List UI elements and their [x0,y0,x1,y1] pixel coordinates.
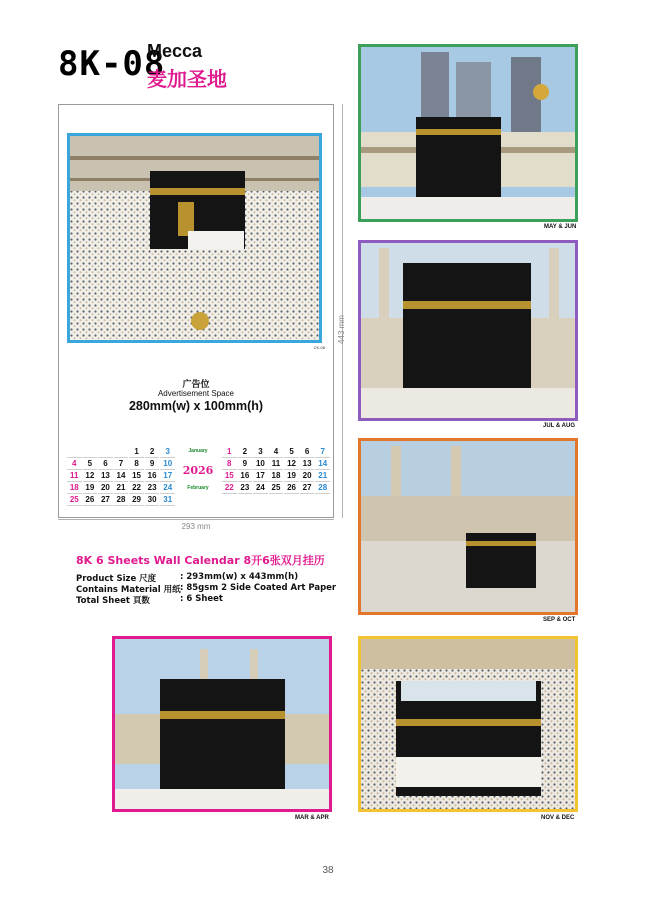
calendar-day: 2 [145,447,160,458]
calendar-day: 27 [98,495,113,506]
month-label-1: January [188,448,208,454]
calendar-day: 20 [98,483,113,494]
calendar-day: 12 [284,459,299,470]
width-dimension-label: 293 mm [181,522,211,531]
main-kaaba-photo [67,133,322,343]
calendar-day: 24 [253,483,268,494]
calendar-day: 9 [145,459,160,470]
calendar-day: 21 [114,483,129,494]
calendar-day: 12 [83,471,98,482]
calendar-day: 1 [129,447,144,458]
height-dimension-label: 443 mm [336,315,346,344]
calendar-day: 24 [160,483,175,494]
calendar-day: 19 [83,483,98,494]
calendar-day: 23 [145,483,160,494]
calendar-day: 10 [160,459,175,470]
calendar-day: 3 [160,447,175,458]
calendar-day: 15 [222,471,237,482]
calendar-day: 5 [83,459,98,470]
calendar-day: 14 [114,471,129,482]
month-label-jul-aug: JUL & AUG [543,423,576,429]
calendar-day: 9 [238,459,253,470]
calendar-day: 15 [129,471,144,482]
ad-space-size: 280mm(w) x 100mm(h) [128,399,264,413]
calendar-day: 1 [222,447,237,458]
calendar-day: 4 [67,459,82,470]
calendar-day: 21 [315,471,330,482]
calendar-day: 26 [284,483,299,494]
calendar-day: 11 [67,471,82,482]
photo-jul-aug [358,240,578,421]
calendar-day: 10 [253,459,268,470]
spec-value: : 85gsm 2 Side Coated Art Paper [180,583,337,593]
page-number: 38 [322,865,334,876]
calendar-grid-february [222,447,330,494]
calendar-day: 2 [238,447,253,458]
calendar-empty-cell [114,447,129,458]
calendar-day: 25 [269,483,284,494]
month-label-2: February [187,485,209,491]
product-code: 8K-08 [58,44,166,84]
month-label-mar-apr: MAR & APR [295,815,329,821]
calendar-day: 26 [83,495,98,506]
month-label-sep-oct: SEP & OCT [543,617,576,623]
calendar-empty-cell [83,447,98,458]
calendar-day: 23 [238,483,253,494]
spec-value: : 293mm(w) x 443mm(h) [180,572,299,582]
product-title-en: Mecca [147,41,203,61]
calendar-day: 19 [284,471,299,482]
ad-space-en: Advertisement Space [157,389,235,398]
calendar-day: 18 [269,471,284,482]
spec-value: : 6 Sheet [180,594,223,604]
calendar-day: 8 [129,459,144,470]
spec-row-sheets [76,594,223,606]
calendar-sheet-preview [58,104,334,518]
calendar-day: 5 [284,447,299,458]
calendar-center-panel [176,448,220,491]
calendar-day: 30 [145,495,160,506]
spec-title: 8K 6 Sheets Wall Calendar 8开6张双月挂历 [76,554,325,567]
month-label-may-jun: MAY & JUN [544,224,577,230]
calendar-day: 20 [300,471,315,482]
month-label-nov-dec: NOV & DEC [541,815,575,821]
spec-label: Contains Material 用纸 [76,585,181,595]
calendar-day: 14 [315,459,330,470]
calendar-grid-january [67,447,175,506]
height-dimension-line [342,104,343,518]
spec-label: Product Size 尺度 [76,574,157,584]
calendar-day: 27 [300,483,315,494]
spec-label: Total Sheet 頁数 [76,596,150,606]
calendar-empty-cell [67,447,82,458]
calendar-year: 2026 [182,464,214,477]
calendar-day: 3 [253,447,268,458]
calendar-day: 29 [129,495,144,506]
calendar-day: 31 [160,495,175,506]
photo-sep-oct [358,438,578,615]
calendar-day: 6 [300,447,315,458]
calendar-day: 11 [269,459,284,470]
sheet-tiny-label: CK-08 [313,345,325,350]
calendar-day: 16 [238,471,253,482]
calendar-day: 18 [67,483,82,494]
calendar-day: 7 [114,459,129,470]
photo-nov-dec [358,636,578,812]
calendar-day: 16 [145,471,160,482]
product-title-cn: 麦加圣地 [147,67,227,91]
calendar-day: 13 [300,459,315,470]
photo-may-jun [358,44,578,222]
calendar-day: 22 [222,483,237,494]
photo-mar-apr [112,636,332,812]
calendar-day: 28 [114,495,129,506]
calendar-empty-cell [98,447,113,458]
calendar-day: 22 [129,483,144,494]
calendar-day: 28 [315,483,330,494]
calendar-day: 4 [269,447,284,458]
ad-space-cn: 广告位 [182,380,210,390]
calendar-day: 8 [222,459,237,470]
calendar-day: 6 [98,459,113,470]
calendar-day: 25 [67,495,82,506]
calendar-day: 17 [253,471,268,482]
calendar-day: 17 [160,471,175,482]
calendar-day: 7 [315,447,330,458]
calendar-day: 13 [98,471,113,482]
width-dimension-line [58,519,334,520]
